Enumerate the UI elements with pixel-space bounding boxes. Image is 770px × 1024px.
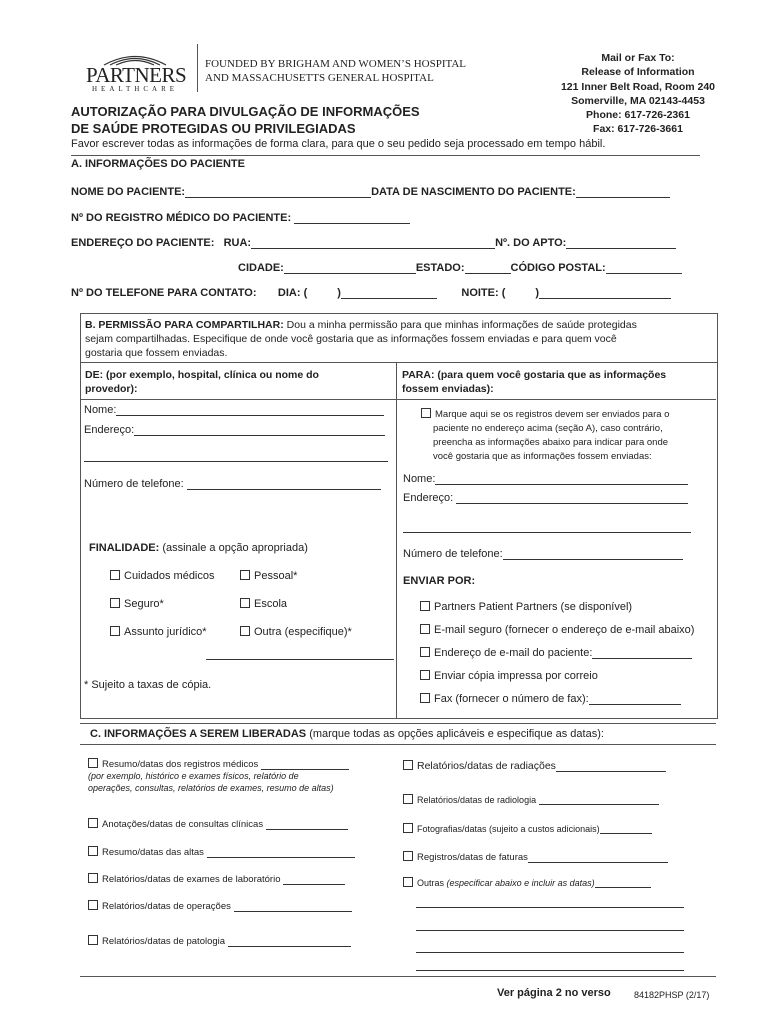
form-code: 84182PHSP (2/17) <box>634 990 710 1000</box>
from-address-row: Endereço: <box>84 424 385 436</box>
section-b-column-divider <box>396 362 397 718</box>
city-field[interactable] <box>284 273 416 274</box>
dates-field[interactable] <box>207 857 355 858</box>
send-secure-email[interactable]: E-mail seguro (fornecer o endereço de e-mail abaixo) <box>420 624 694 636</box>
purpose-medical[interactable]: Cuidados médicos <box>110 570 215 582</box>
dates-field[interactable] <box>600 833 652 834</box>
mail-phone: Phone: 617-726-2361 <box>586 109 690 122</box>
from-phone-field[interactable] <box>187 489 381 490</box>
send-patient-email[interactable]: Endereço de e-mail do paciente: <box>420 647 692 659</box>
checkbox[interactable] <box>110 626 120 636</box>
send-patient-partners[interactable]: Partners Patient Partners (se disponível) <box>420 601 632 613</box>
mail-line2: 121 Inner Belt Road, Room 240 <box>560 80 716 93</box>
mail-title: Mail or Fax To: <box>601 52 675 64</box>
dates-field[interactable] <box>528 862 668 863</box>
apt-field[interactable] <box>566 248 676 249</box>
purpose-heading: FINALIDADE: (assinale a opção apropriada) <box>89 542 308 554</box>
to-patient-check[interactable]: Marque aqui se os registros devem ser enviados para o paciente no endereço acima (seção A), caso contrário, preencha as informações abaixo para indicar para onde você gostaria que as informações fossem enviadas: <box>421 408 669 464</box>
checkbox[interactable] <box>88 818 98 828</box>
patient-email-field[interactable] <box>592 658 692 659</box>
c-left-item-1[interactable]: Resumo/datas das altas <box>88 846 355 858</box>
purpose-school[interactable]: Escola <box>240 598 287 610</box>
to-address-line2[interactable] <box>403 532 691 533</box>
checkbox[interactable] <box>420 647 430 657</box>
c-summary-note: (por exemplo, histórico e exames físicos, relatório de operações, consultas, relatórios de exames, resumo de altas) <box>88 771 334 793</box>
section-a-heading: A. INFORMAÇÕES DO PACIENTE <box>71 158 245 170</box>
checkbox[interactable] <box>420 670 430 680</box>
header-divider <box>197 44 198 92</box>
copy-fee-note: * Sujeito a taxas de cópia. <box>84 679 212 691</box>
checkbox[interactable] <box>88 758 98 768</box>
checkbox[interactable] <box>403 877 413 887</box>
from-heading: DE: (por exemplo, hospital, clínica ou nome do provedor): <box>85 369 319 395</box>
zip-field[interactable] <box>606 273 682 274</box>
city-row: CIDADE: ESTADO: CÓDIGO POSTAL: <box>238 262 682 274</box>
mail-line3: Somerville, MA 02143-4453 <box>571 94 705 107</box>
c-summary[interactable]: Resumo/datas dos registros médicos <box>88 758 349 770</box>
purpose-other[interactable]: Outra (especifique)* <box>240 626 352 638</box>
day-phone-field[interactable] <box>341 298 437 299</box>
checkbox[interactable] <box>420 601 430 611</box>
to-name-row: Nome: <box>403 473 688 485</box>
checkbox[interactable] <box>420 693 430 703</box>
to-phone-field[interactable] <box>503 559 683 560</box>
from-address-line2[interactable] <box>84 461 388 462</box>
from-name-row: Nome: <box>84 404 384 416</box>
see-page-2: Ver página 2 no verso <box>497 987 611 999</box>
address-row: ENDEREÇO DO PACIENTE: RUA: Nº. DO APTO: <box>71 237 676 249</box>
checkbox[interactable] <box>88 846 98 856</box>
section-b-intro: B. PERMISSÃO PARA COMPARTILHAR: Dou a minha permissão para que minhas informações de saúde protegidas sejam compartilhadas. Especifique de onde você gostaria que as informações fossem enviadas e para quem você gostaria que fossem enviadas. <box>85 319 637 359</box>
send-fax[interactable]: Fax (fornecer o número de fax): <box>420 693 681 705</box>
purpose-insurance[interactable]: Seguro* <box>110 598 164 610</box>
fax-number-field[interactable] <box>589 704 681 705</box>
purpose-legal[interactable]: Assunto jurídico* <box>110 626 207 638</box>
checkbox[interactable] <box>88 900 98 910</box>
header-rule <box>71 155 700 156</box>
others-line-3[interactable] <box>416 952 684 953</box>
dates-field[interactable] <box>228 946 351 947</box>
checkbox[interactable] <box>403 794 413 804</box>
dates-field[interactable] <box>539 804 659 805</box>
instruction-text: Favor escrever todas as informações de forma clara, para que o seu pedido seja processado em tempo hábil. <box>71 138 606 150</box>
dates-field[interactable] <box>283 884 345 885</box>
checkbox[interactable] <box>420 624 430 634</box>
to-name-field[interactable] <box>435 484 688 485</box>
checkbox[interactable] <box>110 570 120 580</box>
patient-name-row: NOME DO PACIENTE: DATA DE NASCIMENTO DO PACIENTE: <box>71 186 670 198</box>
c-left-item-0[interactable]: Anotações/datas de consultas clínicas <box>88 818 348 830</box>
from-name-field[interactable] <box>116 415 384 416</box>
from-phone-row: Número de telefone: <box>84 478 381 490</box>
dates-field[interactable] <box>556 771 666 772</box>
checkbox[interactable] <box>240 626 250 636</box>
c-right-item-3[interactable]: Registros/datas de faturas <box>403 851 668 863</box>
record-number-field[interactable] <box>294 223 410 224</box>
section-c-heading-rule <box>80 744 716 745</box>
patient-name-field[interactable] <box>185 197 371 198</box>
logo-subtext: HEALTHCARE <box>92 85 179 93</box>
send-mail[interactable]: Enviar cópia impressa por correio <box>420 670 598 682</box>
section-c-heading: C. INFORMAÇÕES A SEREM LIBERADAS (marque todas as opções aplicáveis e especifique as datas): <box>90 728 604 740</box>
phone-row: Nº DO TELEFONE PARA CONTATO: DIA: ( ) NOITE: ( ) <box>71 287 671 299</box>
others-line-2[interactable] <box>416 930 684 931</box>
from-heading-rule <box>80 399 396 400</box>
c-right-item-2[interactable]: Fotografias/datas (sujeito a custos adicionais) <box>403 823 652 834</box>
dates-field[interactable] <box>266 829 348 830</box>
checkbox[interactable] <box>240 598 250 608</box>
mailing-address <box>540 51 736 137</box>
purpose-other-field[interactable] <box>206 659 394 660</box>
section-c-top-rule <box>80 723 716 724</box>
others-line-1[interactable] <box>416 907 684 908</box>
checkbox[interactable] <box>421 408 431 418</box>
c-others[interactable]: Outras (especificar abaixo e incluir as datas) <box>403 877 651 888</box>
mail-line1: Release of Information <box>581 66 695 79</box>
to-address-field[interactable] <box>456 503 688 504</box>
to-phone-row: Número de telefone: <box>403 548 683 560</box>
c-left-item-2[interactable]: Relatórios/datas de exames de laboratório <box>88 873 345 885</box>
c-right-item-1[interactable]: Relatórios/datas de radiologia <box>403 794 659 805</box>
record-row: Nº DO REGISTRO MÉDICO DO PACIENTE: <box>71 212 410 224</box>
c-right-item-0[interactable]: Relatórios/datas de radiações <box>403 760 666 772</box>
dates-field[interactable] <box>234 911 352 912</box>
purpose-personal[interactable]: Pessoal* <box>240 570 297 582</box>
street-field[interactable] <box>251 248 495 249</box>
section-c-bottom-rule <box>80 976 716 977</box>
to-heading: PARA: (para quem você gostaria que as informações fossem enviadas): <box>402 369 667 395</box>
to-heading-rule <box>396 399 716 400</box>
dates-field[interactable] <box>595 887 651 888</box>
checkbox[interactable] <box>88 935 98 945</box>
checkbox[interactable] <box>240 570 250 580</box>
night-phone-field[interactable] <box>539 298 671 299</box>
checkbox[interactable] <box>403 760 413 770</box>
checkbox[interactable] <box>403 823 413 833</box>
c-left-item-4[interactable]: Relatórios/datas de patologia <box>88 935 351 947</box>
checkbox[interactable] <box>88 873 98 883</box>
send-by-heading: ENVIAR POR: <box>403 575 476 587</box>
to-address-row: Endereço: <box>403 492 688 504</box>
state-field[interactable] <box>465 273 511 274</box>
founded-line2: AND MASSACHUSETTS GENERAL HOSPITAL <box>205 72 434 84</box>
partners-logo <box>86 52 186 92</box>
founded-line1: FOUNDED BY BRIGHAM AND WOMEN’S HOSPITAL <box>205 58 466 70</box>
form-title: AUTORIZAÇÃO PARA DIVULGAÇÃO DE INFORMAÇÕES DE SAÚDE PROTEGIDAS OU PRIVILEGIADAS <box>71 104 420 136</box>
checkbox[interactable] <box>403 851 413 861</box>
logo-text: PARTNERS <box>86 63 187 87</box>
others-line-4[interactable] <box>416 970 684 971</box>
mail-fax: Fax: 617-726-3661 <box>593 123 683 136</box>
from-address-field[interactable] <box>134 435 385 436</box>
checkbox[interactable] <box>110 598 120 608</box>
section-b-intro-rule <box>80 362 717 363</box>
c-left-item-3[interactable]: Relatórios/datas de operações <box>88 900 352 912</box>
dob-field[interactable] <box>576 197 670 198</box>
